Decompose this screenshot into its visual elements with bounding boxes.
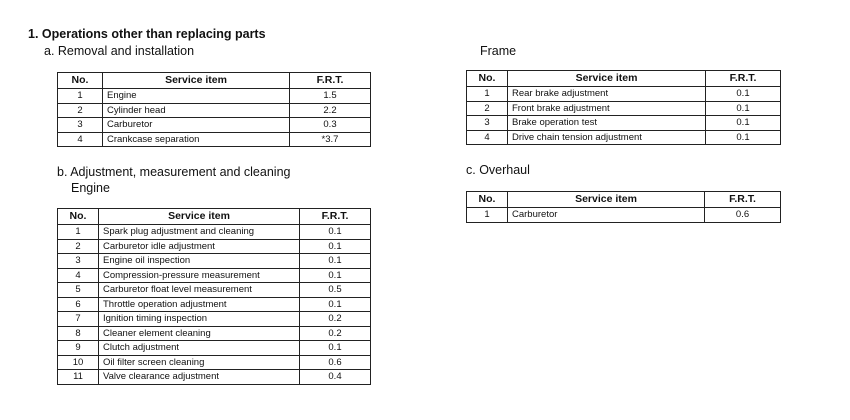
- table-row: [58, 239, 371, 254]
- adjustment-title: b. Adjustment, measurement and cleaning: [57, 165, 291, 179]
- row-number: 9: [58, 341, 99, 356]
- service-item-cell: Spark plug adjustment and cleaning: [99, 225, 300, 240]
- frt-cell: 0.3: [290, 118, 371, 133]
- row-number: 8: [58, 326, 99, 341]
- frt-cell: 0.1: [300, 268, 371, 283]
- adjustment-table: [57, 208, 371, 385]
- header-service-item: Service item: [99, 209, 300, 225]
- service-item-cell: Carburetor: [508, 208, 705, 223]
- service-item-cell: Carburetor float level measurement: [99, 283, 300, 298]
- frt-cell: 0.2: [300, 326, 371, 341]
- frt-cell: 0.1: [706, 101, 781, 116]
- frt-cell: 0.1: [300, 297, 371, 312]
- frt-cell: 0.1: [706, 116, 781, 131]
- service-item-cell: Cylinder head: [103, 103, 290, 118]
- frt-cell: 1.5: [290, 89, 371, 104]
- service-item-cell: Ignition timing inspection: [99, 312, 300, 327]
- service-item-cell: Carburetor idle adjustment: [99, 239, 300, 254]
- service-item-cell: Throttle operation adjustment: [99, 297, 300, 312]
- frt-cell: 0.6: [705, 208, 781, 223]
- header-no: No.: [467, 192, 508, 208]
- table-row: [58, 268, 371, 283]
- row-number: 10: [58, 355, 99, 370]
- service-item-cell: Drive chain tension adjustment: [508, 130, 706, 145]
- row-number: 1: [58, 225, 99, 240]
- service-item-cell: Cleaner element cleaning: [99, 326, 300, 341]
- frt-cell: 0.2: [300, 312, 371, 327]
- row-number: 1: [58, 89, 103, 104]
- removal-table: [57, 72, 371, 147]
- row-number: 2: [467, 101, 508, 116]
- frt-cell: 0.1: [706, 87, 781, 102]
- row-number: 2: [58, 103, 103, 118]
- header-service-item: Service item: [508, 192, 705, 208]
- section-title: 1. Operations other than replacing parts: [28, 27, 266, 41]
- header-frt: F.R.T.: [706, 71, 781, 87]
- frt-cell: 0.1: [706, 130, 781, 145]
- service-item-cell: Carburetor: [103, 118, 290, 133]
- frt-cell: 0.1: [300, 225, 371, 240]
- header-frt: F.R.T.: [300, 209, 371, 225]
- row-number: 3: [58, 118, 103, 133]
- service-item-cell: Crankcase separation: [103, 132, 290, 147]
- row-number: 3: [58, 254, 99, 269]
- frt-cell: 0.1: [300, 341, 371, 356]
- row-number: 5: [58, 283, 99, 298]
- table-row: [58, 341, 371, 356]
- frt-cell: 0.4: [300, 370, 371, 385]
- table-row: [58, 103, 371, 118]
- service-item-cell: Brake operation test: [508, 116, 706, 131]
- table-row: [467, 101, 781, 116]
- header-frt: F.R.T.: [290, 73, 371, 89]
- row-number: 1: [467, 87, 508, 102]
- service-item-cell: Rear brake adjustment: [508, 87, 706, 102]
- table-row: [467, 87, 781, 102]
- row-number: 6: [58, 297, 99, 312]
- table-row: [467, 130, 781, 145]
- service-item-cell: Clutch adjustment: [99, 341, 300, 356]
- frame-table: [466, 70, 781, 145]
- frame-title: Frame: [480, 44, 517, 58]
- header-service-item: Service item: [103, 73, 290, 89]
- frt-cell: 0.6: [300, 355, 371, 370]
- table-row: [58, 254, 371, 269]
- table-header-row: [467, 192, 781, 208]
- service-item-cell: Front brake adjustment: [508, 101, 706, 116]
- row-number: 1: [467, 208, 508, 223]
- table-row: [58, 312, 371, 327]
- table-header-row: [467, 71, 781, 87]
- table-row: [58, 370, 371, 385]
- row-number: 4: [467, 130, 508, 145]
- row-number: 4: [58, 132, 103, 147]
- header-no: No.: [58, 73, 103, 89]
- header-service-item: Service item: [508, 71, 706, 87]
- table-row: [467, 208, 781, 223]
- table-header-row: [58, 73, 371, 89]
- service-item-cell: Engine oil inspection: [99, 254, 300, 269]
- overhaul-table: [466, 191, 781, 223]
- row-number: 2: [58, 239, 99, 254]
- table-row: [467, 116, 781, 131]
- header-frt: F.R.T.: [705, 192, 781, 208]
- table-row: [58, 132, 371, 147]
- row-number: 11: [58, 370, 99, 385]
- frt-cell: 0.5: [300, 283, 371, 298]
- table-row: [58, 225, 371, 240]
- frt-cell: 2.2: [290, 103, 371, 118]
- table-row: [58, 297, 371, 312]
- service-item-cell: Compression-pressure measurement: [99, 268, 300, 283]
- service-item-cell: Valve clearance adjustment: [99, 370, 300, 385]
- table-row: [58, 326, 371, 341]
- service-item-cell: Engine: [103, 89, 290, 104]
- row-number: 7: [58, 312, 99, 327]
- overhaul-title: c. Overhaul: [466, 163, 530, 177]
- table-row: [58, 283, 371, 298]
- table-row: [58, 89, 371, 104]
- table-row: [58, 118, 371, 133]
- service-item-cell: Oil filter screen cleaning: [99, 355, 300, 370]
- frt-cell: 0.1: [300, 254, 371, 269]
- frt-cell: 0.1: [300, 239, 371, 254]
- row-number: 3: [467, 116, 508, 131]
- table-header-row: [58, 209, 371, 225]
- frt-cell: *3.7: [290, 132, 371, 147]
- header-no: No.: [58, 209, 99, 225]
- adjustment-subtitle-engine: Engine: [71, 181, 110, 195]
- header-no: No.: [467, 71, 508, 87]
- removal-title: a. Removal and installation: [44, 44, 195, 58]
- row-number: 4: [58, 268, 99, 283]
- table-row: [58, 355, 371, 370]
